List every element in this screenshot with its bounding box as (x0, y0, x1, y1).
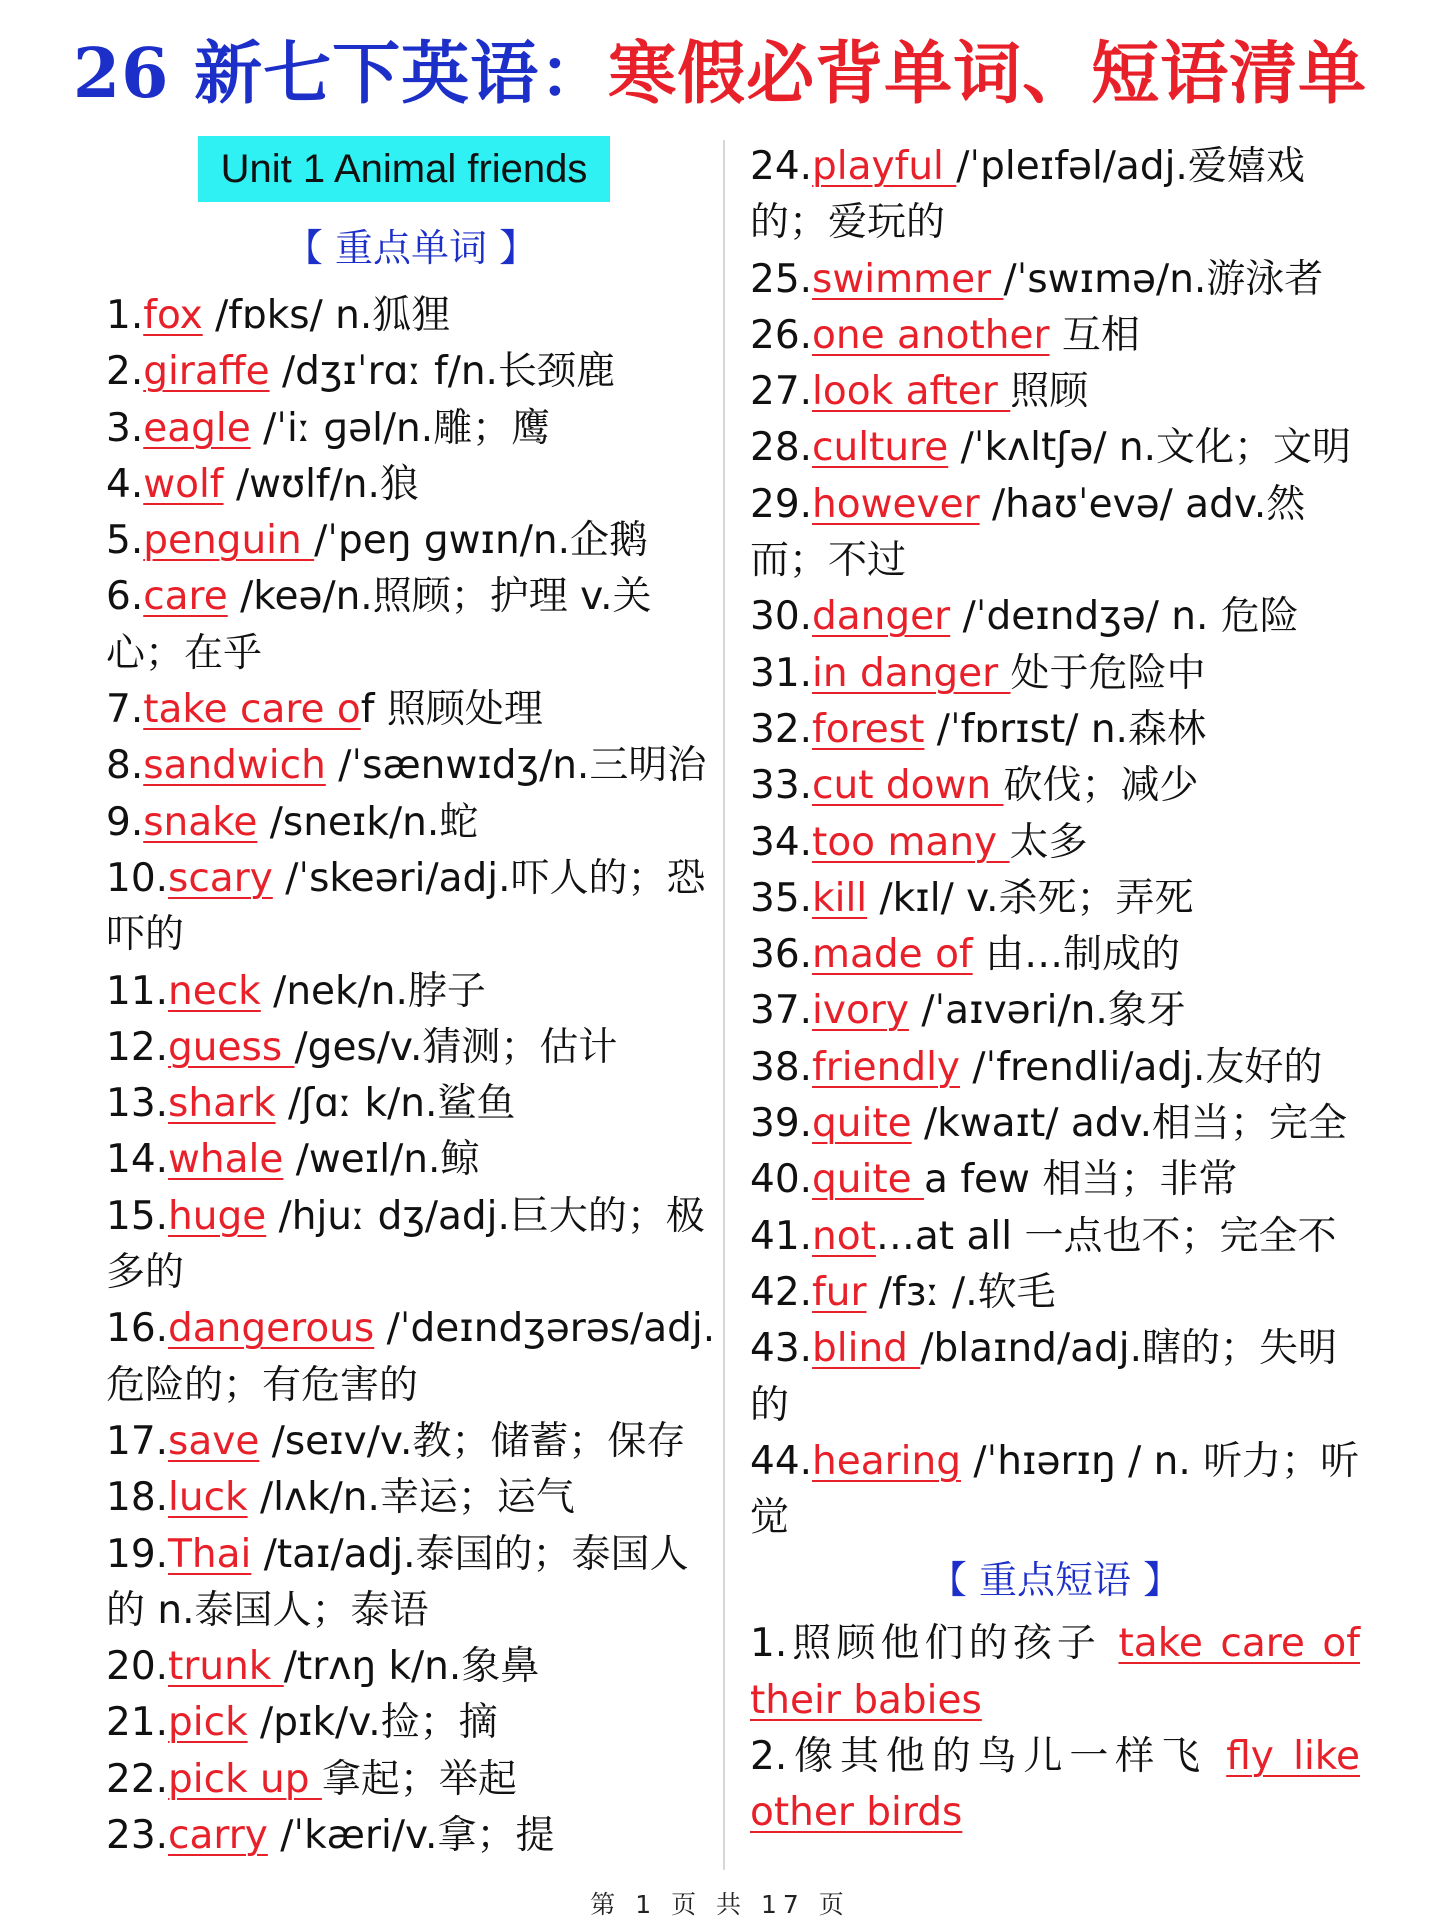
entry-word: kill (812, 875, 868, 921)
entry-definition: /ˈdeɪndʒə/ n. 危险 (950, 594, 1299, 640)
entry-word: swimmer (812, 256, 1004, 302)
entry-word: take care o (143, 687, 361, 733)
entry-word: penguin (143, 518, 315, 564)
entry-number: 13. (106, 1081, 169, 1127)
entry-word: shark (168, 1081, 276, 1127)
entry-number: 24. (750, 144, 813, 189)
word-entry (106, 1752, 716, 1808)
entry-definition: 砍伐；减少 (1003, 763, 1199, 809)
entry-number: 22. (106, 1756, 169, 1802)
word-list-right (750, 139, 1360, 1842)
word-entry (750, 646, 1360, 702)
entry-number: 7. (106, 687, 144, 733)
entry-number: 38. (750, 1044, 813, 1090)
entry-definition: 太多 (1009, 819, 1088, 865)
word-entry (750, 252, 1360, 308)
entry-number: 14. (106, 1137, 169, 1183)
entry-word: dangerous (168, 1306, 375, 1352)
word-entry (750, 308, 1360, 364)
entry-definition: /taɪ/adj.泰国的；泰国人的 n.泰国人；泰语 (106, 1531, 689, 1633)
entry-number: 20. (106, 1644, 169, 1690)
word-entry (750, 1265, 1360, 1321)
entry-word: danger (812, 594, 951, 640)
entry-number: 4. (106, 461, 144, 507)
word-entry (750, 589, 1360, 645)
entry-word: not (812, 1213, 876, 1259)
phrase-english: take care of their babies (750, 1621, 1360, 1723)
entry-definition: 处于危险中 (1010, 650, 1206, 696)
entry-number: 12. (106, 1024, 169, 1070)
words-heading: 【 重点单词 】 (284, 226, 538, 270)
entry-number: 11. (106, 968, 169, 1014)
entry-definition: …at all 一点也不；完全不 (875, 1213, 1337, 1259)
entry-word: sandwich (143, 743, 326, 789)
entry-definition: /ˈdeɪndʒərəs/adj.危险的；有危害的 (106, 1306, 716, 1408)
entry-definition: /trʌŋ k/n.象鼻 (283, 1644, 540, 1690)
phrase-chinese: 1.照顾他们的孩子 (750, 1621, 1119, 1667)
entry-word: care (143, 574, 228, 620)
entry-definition: /fɒks/ n.狐狸 (202, 293, 451, 338)
entry-word: neck (168, 968, 261, 1014)
entry-definition: /pɪk/v.捡；摘 (247, 1700, 498, 1746)
entry-definition: /ˈpeŋ ɡwɪn/n.企鹅 (314, 518, 648, 564)
entry-definition: /ˈfrendli/adj.友好的 (960, 1044, 1323, 1090)
entry-definition: /ˈkʌltʃə/ n.文化；文明 (948, 425, 1352, 471)
entry-definition: 照顾 (1010, 369, 1089, 415)
entry-definition: /kwaɪt/ adv.相当；完全 (911, 1101, 1347, 1147)
word-entry (750, 815, 1360, 871)
word-entry (750, 983, 1360, 1039)
entry-number: 37. (750, 988, 813, 1034)
word-entry (750, 139, 1360, 252)
word-entry (106, 1695, 716, 1751)
entry-word: snake (143, 799, 258, 845)
entry-number: 32. (750, 706, 813, 752)
entry-definition: /sneɪk/n.蛇 (257, 799, 479, 845)
word-entry (750, 758, 1360, 814)
word-entry (106, 401, 716, 457)
unit-title: Unit 1 Animal friends (198, 136, 610, 202)
entry-number: 41. (750, 1213, 813, 1259)
entry-word: giraffe (143, 349, 270, 395)
entry-word: culture (812, 425, 949, 471)
entry-definition: a few 相当；非常 (924, 1157, 1238, 1203)
entry-number: 19. (106, 1531, 169, 1577)
entry-word: in danger (812, 650, 1011, 696)
word-entry (106, 1020, 716, 1076)
entry-definition: /ʃɑː k/n.鲨鱼 (275, 1081, 516, 1127)
entry-number: 17. (106, 1418, 169, 1464)
entry-definition: /keə/n.照顾；护理 v.关心；在乎 (106, 574, 652, 676)
word-entry (106, 738, 716, 794)
word-entry (750, 927, 1360, 983)
entry-definition: /dʒɪˈrɑː f/n.长颈鹿 (269, 349, 615, 395)
entry-word: blind (812, 1326, 921, 1372)
entry-word: quite (812, 1101, 912, 1147)
phrase-entry (750, 1729, 1360, 1842)
entry-number: 10. (106, 855, 169, 901)
entry-word: luck (168, 1475, 248, 1521)
entry-word: eagle (143, 405, 251, 451)
entry-word: look after (812, 369, 1011, 415)
entry-number: 30. (750, 594, 813, 640)
word-entry (106, 288, 716, 344)
entry-number: 26. (750, 312, 813, 358)
word-entry (106, 1132, 716, 1188)
entry-number: 28. (750, 425, 813, 471)
entry-number: 39. (750, 1101, 813, 1147)
entry-number: 15. (106, 1193, 169, 1239)
entry-definition: /ˈpleɪfəl/adj.爱嬉戏的；爱玩的 (750, 144, 1305, 246)
entry-word: ivory (812, 988, 909, 1034)
column-divider (723, 140, 725, 1870)
entry-number: 44. (750, 1438, 813, 1484)
entry-definition: /ˈiː ɡəl/n.雕；鹰 (250, 405, 551, 451)
entry-definition: /ˈfɒrɪst/ n.森林 (924, 706, 1206, 752)
entry-number: 3. (106, 405, 144, 451)
word-list-left (106, 288, 716, 1864)
title-part-1: 26 新七下英语： (72, 34, 609, 114)
entry-definition: /seɪv/v.教；储蓄；保存 (259, 1418, 686, 1464)
entry-number: 5. (106, 518, 144, 564)
entry-number: 40. (750, 1157, 813, 1203)
word-entry (106, 344, 716, 400)
word-entry (750, 1040, 1360, 1096)
entry-definition: f 照顾处理 (360, 687, 543, 733)
entry-definition: /hjuː dʒ/adj.巨大的；极多的 (106, 1193, 705, 1296)
entry-definition: /ges/v.猜测；估计 (294, 1024, 618, 1070)
word-entry (106, 964, 716, 1020)
entry-word: too many (812, 819, 1010, 865)
entry-number: 42. (750, 1269, 813, 1315)
word-entry (106, 795, 716, 851)
entry-definition: /lʌk/n.幸运；运气 (247, 1475, 575, 1521)
entry-number: 35. (750, 875, 813, 921)
entry-number: 1. (106, 293, 144, 338)
entry-number: 34. (750, 819, 813, 865)
page-title (0, 26, 1440, 122)
entry-word: fur (812, 1269, 867, 1315)
entry-word: pick (168, 1700, 248, 1746)
word-entry (106, 513, 716, 569)
entry-number: 2. (106, 349, 144, 395)
entry-word: fox (143, 293, 203, 338)
word-entry (106, 682, 716, 738)
entry-number: 31. (750, 650, 813, 696)
word-entry (750, 1321, 1360, 1434)
entry-number: 36. (750, 932, 813, 978)
entry-definition: /blaɪnd/adj.瞎的；失明的 (750, 1326, 1337, 1428)
entry-word: huge (168, 1193, 267, 1239)
entry-word: whale (168, 1137, 284, 1183)
entry-definition: /wʊlf/n.狼 (223, 461, 419, 507)
entry-word: friendly (812, 1044, 961, 1090)
entry-number: 8. (106, 743, 144, 789)
title-part-2: 寒假必背单词、短语清单 (608, 34, 1368, 114)
entry-number: 16. (106, 1306, 169, 1352)
phrase-chinese: 2.像其他的鸟儿一样飞 (750, 1734, 1227, 1780)
entry-number: 33. (750, 763, 813, 809)
entry-word: save (168, 1418, 260, 1464)
word-entry (750, 1096, 1360, 1152)
entry-number: 27. (750, 369, 813, 415)
entry-number: 9. (106, 799, 144, 845)
entry-word: Thai (168, 1531, 252, 1577)
entry-word: made of (812, 932, 973, 978)
entry-definition: /ˈkæri/v.拿；提 (267, 1813, 555, 1859)
phrase-english: fly like other birds (750, 1734, 1360, 1836)
word-entry (106, 1639, 716, 1695)
word-entry (106, 1301, 716, 1414)
entry-word: however (812, 481, 980, 527)
entry-number: 23. (106, 1813, 169, 1859)
word-entry (750, 1209, 1360, 1265)
entry-word: quite (812, 1157, 925, 1203)
word-entry (106, 1470, 716, 1526)
word-entry (106, 851, 716, 964)
entry-definition: 拿起；举起 (321, 1756, 517, 1802)
entry-definition: /ˈswɪmə/n.游泳者 (1003, 256, 1324, 302)
word-entry (106, 1076, 716, 1132)
entry-number: 43. (750, 1326, 813, 1372)
word-entry (750, 420, 1360, 476)
word-entry (750, 702, 1360, 758)
word-entry (106, 457, 716, 513)
entry-word: wolf (143, 461, 224, 507)
entry-word: one another (812, 312, 1050, 358)
word-entry (750, 1152, 1360, 1208)
entry-number: 21. (106, 1700, 169, 1746)
entry-definition: /fɜː /.软毛 (866, 1269, 1056, 1315)
word-entry (106, 569, 716, 682)
phrases-heading: 【 重点短语 】 (928, 1558, 1182, 1603)
entry-definition: /ˈaɪvəri/n.象牙 (908, 988, 1186, 1034)
entry-word: cut down (812, 763, 1004, 809)
entry-definition: /kɪl/ v.杀死；弄死 (867, 875, 1194, 921)
word-entry (106, 1527, 716, 1640)
entry-definition: /ˈskeəri/adj.吓人的；恐吓的 (106, 855, 706, 958)
entry-number: 29. (750, 481, 813, 527)
entry-word: carry (168, 1813, 268, 1859)
word-entry (750, 871, 1360, 927)
word-entry (106, 1808, 716, 1864)
page-footer: 第 1 页 共 17 页 (590, 1890, 850, 1919)
entry-definition: /haʊˈevə/ adv.然而；不过 (750, 481, 1306, 584)
entry-word: forest (812, 706, 925, 752)
word-entry (750, 364, 1360, 420)
word-entry (750, 1434, 1360, 1547)
entry-word: hearing (812, 1438, 961, 1484)
word-entry (750, 477, 1360, 590)
entry-word: scary (168, 855, 273, 901)
entry-definition: /weɪl/n.鲸 (283, 1137, 480, 1183)
entry-definition: /ˈhɪərɪŋ / n. 听力；听觉 (750, 1438, 1360, 1541)
entry-definition: 互相 (1049, 312, 1140, 358)
entry-definition: /nek/n.脖子 (260, 968, 486, 1014)
entry-number: 25. (750, 256, 813, 302)
entry-definition: /ˈsænwɪdʒ/n.三明治 (325, 743, 707, 789)
entry-number: 18. (106, 1475, 169, 1521)
entry-word: trunk (168, 1644, 284, 1690)
entry-word: playful (812, 144, 957, 189)
entry-number: 6. (106, 574, 144, 620)
entry-definition: 由…制成的 (972, 932, 1181, 978)
phrase-entry (750, 1616, 1360, 1729)
entry-word: guess (168, 1024, 295, 1070)
word-entry (106, 1414, 716, 1470)
entry-word: pick up (168, 1756, 322, 1802)
word-entry (106, 1189, 716, 1302)
